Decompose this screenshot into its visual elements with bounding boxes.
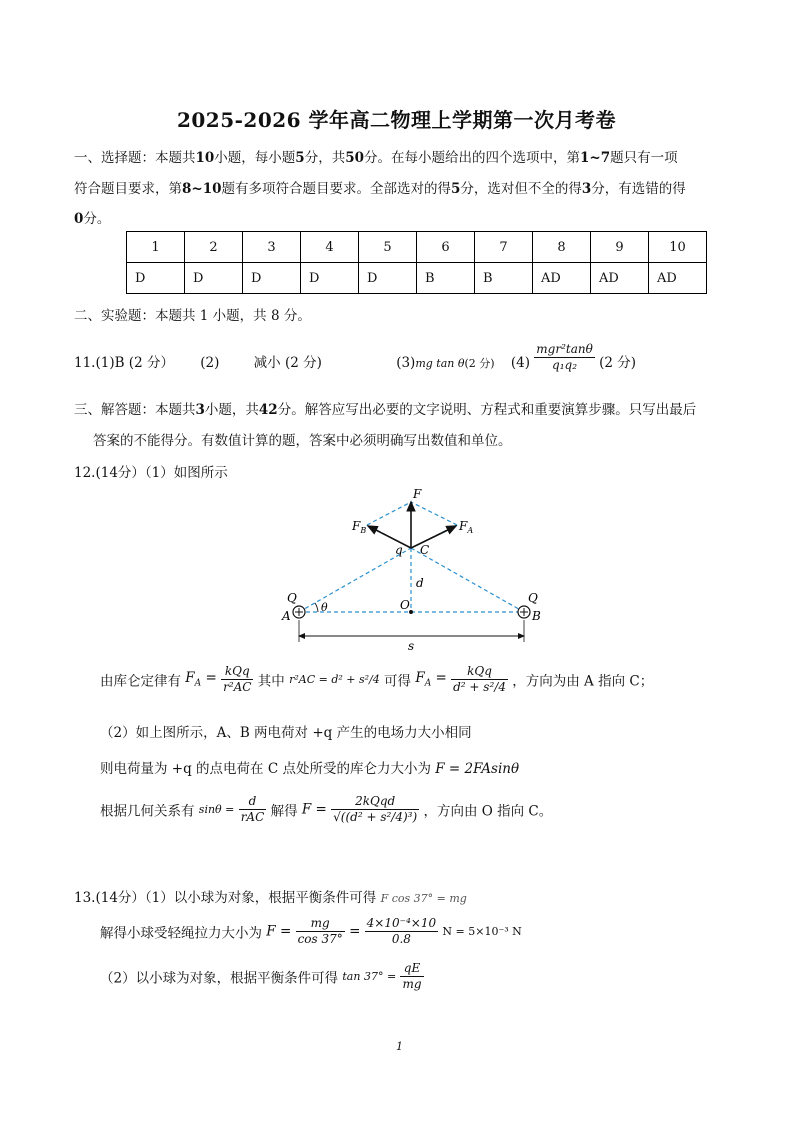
label-F: F [413, 487, 422, 501]
q12-line3: 则电荷量为 +q 的点电荷在 C 点处所受的库仑力大小为 F = 2FAsinθ [100, 761, 520, 777]
section3-line2: 答案的不能得分。有数值计算的题，答案中必须明确写出数值和单位。 [93, 433, 512, 449]
answer-table-number-cell: 6 [417, 232, 475, 263]
label-A: A [282, 609, 291, 623]
section3-heading: 三、解答题：本题共3小题，共42分。解答应写出必要的文字说明、方程式和重要演算步骤。只写出最后 [74, 402, 697, 418]
answer-table-answer-cell: D [359, 263, 417, 294]
q12-heading: 12.(14分）（1）如图所示 [74, 465, 228, 481]
label-d: d [416, 576, 424, 590]
answer-table-answer-cell: D [301, 263, 359, 294]
answer-table-number-cell: 5 [359, 232, 417, 263]
section2-heading: 二、实验题：本题共 1 小题，共 8 分。 [74, 308, 311, 324]
q12-line1: 由库仑定律有 $F_A$ = $\frac{\text{kQq}}{\text{r²AC}}$ 其中 r²AC = d² + s²/4 可得 $F_A$ = $\frac{\text{kQq}}{\text{d² + s²/4}}$ ，方向为由 A 指向 C； [100, 664, 654, 694]
page-title: 2025-2026 学年高二物理上学期第一次月考卷 [176, 108, 617, 132]
answer-table-number-cell: 7 [475, 232, 533, 263]
q13-line1: 解得小球受轻绳拉力大小为 F = $\frac{mg}{\cos 37^\circ}$ = $\frac{\text{4×10⁻⁴×10}}{0.8}$ N = 5×10⁻³ N [100, 916, 522, 946]
answer-table-answer-cell: AD [649, 263, 707, 294]
section1-line3: 0分。 [74, 211, 111, 227]
force-FB-arrow [368, 526, 411, 548]
section1-line1: 一、选择题：本题共10小题，每小题5分，共50分。在每小题给出的四个选项中，第1~7题只有一项 [74, 150, 678, 166]
answer-table-answer-cell: AD [591, 263, 649, 294]
answer-table-answer-cell: B [417, 263, 475, 294]
label-FB: $F_B$ [352, 519, 367, 535]
answer-table-number-cell: 1 [127, 232, 185, 263]
angle-theta-arc [315, 603, 318, 612]
answer-table-number-cell: 4 [301, 232, 359, 263]
answer-table-number-cell: 9 [591, 232, 649, 263]
section1-line2: 符合题目要求，第8~10题有多项符合题目要求。全部选对的得5分，选对但不全的得3分，有选错的得 [74, 181, 686, 197]
q12-line2: （2）如上图所示，A、B 两电荷对 +q 产生的电场力大小相同 [100, 725, 472, 741]
answer-table [126, 231, 707, 294]
label-O: O [400, 598, 410, 612]
label-B: B [532, 609, 541, 623]
answer-table-answer-cell: B [475, 263, 533, 294]
answer-table-number-cell: 3 [243, 232, 301, 263]
answer-table-answer-cell: D [185, 263, 243, 294]
force-diagram [270, 482, 560, 652]
page-number: 1 [396, 1040, 403, 1053]
label-theta: θ [321, 601, 328, 614]
q11-4-fraction: $\frac{\text{mgr²tanθ}}{\text{q₁q₂}}$ [536, 342, 593, 372]
label-C: C [420, 543, 430, 557]
label-FA: $F_A$ [459, 519, 474, 535]
label-QA: Q [287, 591, 297, 605]
q11-line: 11.(1)B (2 分） (2) 减小 (2 分) (3)mg tan θ(2 分) (4) $\frac{\text{mgr²tanθ}}{\text{q₁q₂}}$ (2 分) [74, 342, 637, 372]
force-FA-arrow [411, 526, 456, 548]
label-s: s [408, 639, 415, 652]
q12-line4: 根据几何关系有 sinθ = $\frac{d}{\text{rAC}}$ 解得 F = $\frac{\text{2kQqd}}{\text{√((d² + s²/4)³)}}$ ，方向由 O 指向 C。 [100, 794, 553, 824]
q13-heading: 13.(14分）（1）以小球为对象，根据平衡条件可得 F cos 37° = mg [74, 890, 467, 906]
answer-table-answer-cell: AD [533, 263, 591, 294]
answer-table-number-cell: 2 [185, 232, 243, 263]
answer-table-answer-cell: D [127, 263, 185, 294]
answer-table-answer-cell: D [243, 263, 301, 294]
label-q: q [395, 543, 403, 557]
q13-line2: （2）以小球为对象，根据平衡条件可得 tan 37° = $\frac{qE}{mg}$ [100, 961, 422, 991]
answer-table-number-cell: 10 [649, 232, 707, 263]
answer-table-number-cell: 8 [533, 232, 591, 263]
label-QB: Q [528, 591, 538, 605]
